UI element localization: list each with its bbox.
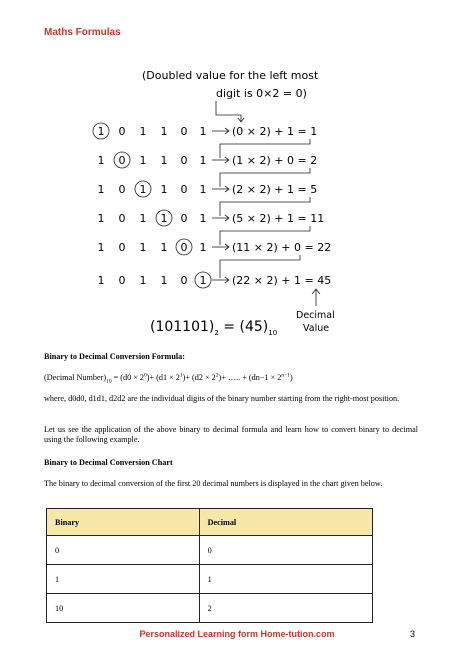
- where-paragraph: where, d0d0, d1d1, d2d2 are the individual digits of the binary number starting from the right-most position.: [44, 394, 400, 403]
- footer-text: Personalized Learning form Home-tution.com: [139, 629, 335, 639]
- binary-digit: 1: [139, 183, 147, 196]
- formula-exp-4: n−1: [281, 372, 290, 379]
- diagram-rows: [93, 123, 331, 288]
- binary-digit: 1: [97, 154, 105, 167]
- binary-digit: 0: [118, 154, 126, 167]
- result-binary-base: 2: [214, 329, 219, 337]
- binary-digit: 1: [97, 274, 105, 287]
- binary-digit: 0: [118, 241, 126, 254]
- page-number: 3: [410, 629, 416, 639]
- binary-digit: 0: [180, 154, 188, 167]
- diagram-note-line1: (Doubled value for the left most: [142, 69, 319, 82]
- binary-digit: 0: [180, 274, 188, 287]
- binary-digit: 1: [199, 241, 207, 254]
- row-expression: (2 × 2) + 1 = 5: [232, 183, 318, 196]
- decimal-value-arrow: [312, 289, 320, 306]
- table-cell: 2: [199, 594, 372, 623]
- binary-digit: 1: [199, 274, 207, 287]
- decimal-label-line2: Value: [303, 323, 330, 334]
- binary-digit: 1: [97, 212, 105, 225]
- table-row: [47, 536, 373, 565]
- formula-term-1: = (d0 × 2: [111, 373, 144, 382]
- binary-digit: 1: [97, 125, 105, 138]
- application-paragraph: Let us see the application of the above binary to decimal formula and learn how to convert binary to decimal using the following example.: [44, 425, 418, 445]
- row-expression: (1 × 2) + 0 = 2: [232, 154, 318, 167]
- arrow: [222, 186, 229, 192]
- binary-digit: 1: [160, 183, 168, 196]
- binary-digit: 1: [160, 125, 168, 138]
- binary-digit: 0: [118, 212, 126, 225]
- result-decimal: (45): [239, 319, 269, 335]
- formula-term-2: )+ (d1 × 2: [146, 373, 180, 382]
- formula-lhs-sub: 10: [106, 378, 112, 385]
- binary-digit: 1: [199, 183, 207, 196]
- header-title: Maths Formulas: [44, 27, 121, 38]
- binary-digit: 1: [139, 125, 147, 138]
- arrow: [222, 215, 229, 221]
- column-header-decimal: Decimal: [199, 509, 372, 536]
- formula-lhs: (Decimal Number): [44, 373, 107, 382]
- table-row: [47, 565, 373, 594]
- formula-term-5: ): [289, 373, 293, 382]
- table-cell: 0: [199, 536, 372, 565]
- binary-digit: 1: [139, 274, 147, 287]
- table-cell: 1: [47, 565, 200, 594]
- table-cell: 1: [199, 565, 372, 594]
- binary-digit: 1: [160, 274, 168, 287]
- conversion-table: [46, 508, 373, 623]
- binary-digit: 0: [118, 125, 126, 138]
- row-expression: (22 × 2) + 1 = 45: [232, 274, 332, 287]
- binary-digit: 0: [180, 212, 188, 225]
- binary-digit: 1: [97, 241, 105, 254]
- note-arrow: [216, 101, 244, 122]
- chart-intro: The binary to decimal conversion of the first 20 decimal numbers is displayed in the chart given below.: [44, 479, 383, 488]
- binary-digit: 1: [199, 154, 207, 167]
- row-expression: (0 × 2) + 1 = 1: [232, 125, 318, 138]
- binary-digit: 1: [199, 125, 207, 138]
- binary-digit: 0: [118, 274, 126, 287]
- table-row: [47, 594, 373, 623]
- result-equals: =: [218, 319, 240, 335]
- formula-term-3: )+ (d2 × 2: [182, 373, 216, 382]
- binary-digit: 1: [139, 241, 147, 254]
- arrow: [222, 277, 229, 283]
- row-expression: (11 × 2) + 0 = 22: [232, 241, 332, 254]
- binary-digit: 0: [180, 125, 188, 138]
- binary-digit: 1: [97, 183, 105, 196]
- arrow: [222, 157, 229, 163]
- arrow: [222, 244, 229, 250]
- diagram-note-line2: digit is 0×2 = 0): [216, 87, 307, 100]
- row-expression: (5 × 2) + 1 = 11: [232, 212, 325, 225]
- formula-line: [44, 373, 418, 383]
- binary-digit: 1: [160, 212, 168, 225]
- binary-digit: 1: [160, 154, 168, 167]
- binary-digit: 1: [160, 241, 168, 254]
- formula-exp-1: 0: [144, 372, 147, 379]
- binary-digit: 0: [180, 241, 188, 254]
- binary-digit: 0: [118, 183, 126, 196]
- chart-heading: Binary to Decimal Conversion Chart: [44, 458, 173, 467]
- binary-digit: 1: [139, 154, 147, 167]
- formula-exp-2: 1: [179, 372, 183, 379]
- formula-heading: Binary to Decimal Conversion Formula:: [44, 352, 185, 361]
- result-decimal-base: 10: [268, 329, 278, 337]
- formula-exp-3: 2: [215, 372, 219, 379]
- decimal-label-line1: Decimal: [296, 310, 335, 321]
- column-header-binary: Binary: [47, 509, 200, 536]
- binary-digit: 1: [139, 212, 147, 225]
- table-cell: 0: [47, 536, 200, 565]
- conversion-result: [150, 319, 277, 337]
- result-binary: (101101): [150, 319, 215, 335]
- table-header-row: [47, 509, 373, 536]
- formula-term-4: )+ ….. + (dn−1 × 2: [218, 373, 282, 382]
- binary-digit: 0: [180, 183, 188, 196]
- binary-digit: 1: [199, 212, 207, 225]
- arrow: [222, 128, 229, 134]
- table-cell: 10: [47, 594, 200, 623]
